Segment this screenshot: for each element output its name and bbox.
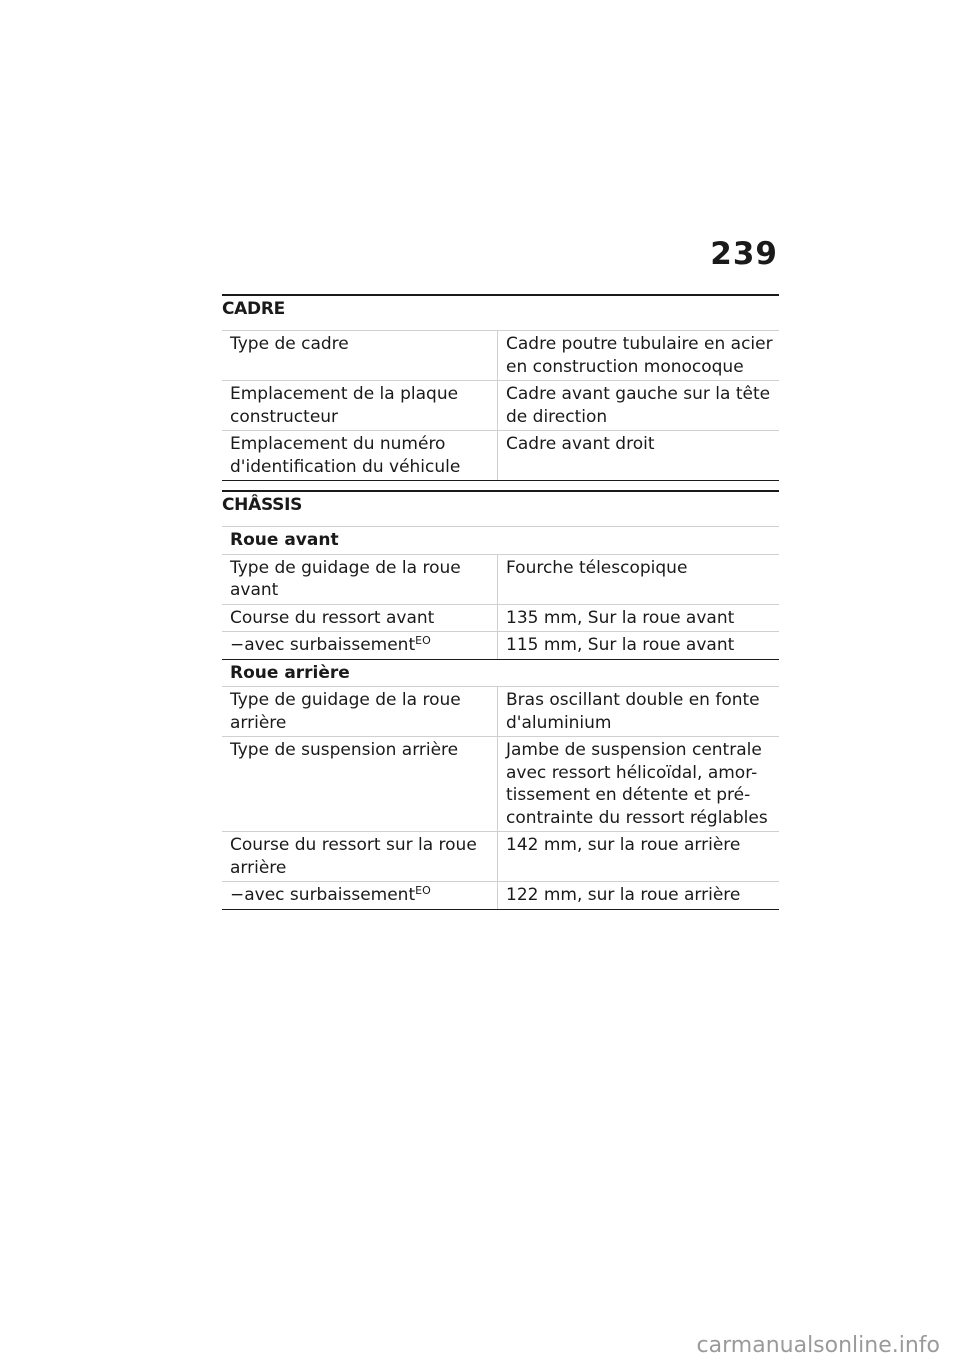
chassis-section [222, 490, 779, 910]
table-row [222, 331, 779, 381]
row-label-cell [222, 632, 498, 660]
table-row [222, 737, 779, 832]
row-label-cell [222, 882, 498, 910]
chassis-heading: CHÂSSIS [222, 490, 779, 515]
row-label: Course du ressort avant [222, 604, 498, 632]
chassis-table [222, 526, 779, 910]
watermark-text: carmanualsonline.info [696, 1333, 940, 1358]
table-row [222, 554, 779, 604]
table-row [222, 431, 779, 481]
front-wheel-title: Roue avant [222, 527, 779, 555]
table-row [222, 381, 779, 431]
cadre-section [222, 294, 779, 481]
cadre-table [222, 330, 779, 481]
row-value: Bras oscillant double en fonte d'aluminium [498, 687, 780, 737]
row-value: Cadre poutre tubulaire en acier en construction monocoque [498, 331, 780, 381]
footnote-marker: EO [415, 884, 431, 897]
row-value: 135 mm, Sur la roue avant [498, 604, 780, 632]
row-label: Type de suspension arrière [222, 737, 498, 832]
table-row [222, 882, 779, 910]
row-label: Emplacement du numéro d'identification du véhicule [222, 431, 498, 481]
table-row [222, 632, 779, 660]
table-row [222, 687, 779, 737]
row-value: 122 mm, sur la roue arrière [498, 882, 780, 910]
row-value: 142 mm, sur la roue arrière [498, 832, 780, 882]
footnote-marker: EO [415, 634, 431, 647]
row-label: Type de guidage de la roue avant [222, 554, 498, 604]
row-value: Fourche télescopique [498, 554, 780, 604]
row-value: Jambe de suspension centrale avec ressort hélicoïdal, amor-tissement en détente et pré-contrainte du ressort réglables [498, 737, 780, 832]
row-label: Type de guidage de la roue arrière [222, 687, 498, 737]
rear-wheel-title: Roue arrière [222, 659, 779, 687]
table-row [222, 604, 779, 632]
row-value: Cadre avant gauche sur la tête de direction [498, 381, 780, 431]
row-label: −avec surbaissement [230, 885, 416, 905]
row-value: Cadre avant droit [498, 431, 780, 481]
subheading-row [222, 659, 779, 687]
row-value: 115 mm, Sur la roue avant [498, 632, 780, 660]
row-label: Emplacement de la plaque constructeur [222, 381, 498, 431]
row-label: −avec surbaissement [230, 635, 416, 655]
row-label: Course du ressort sur la roue arrière [222, 832, 498, 882]
subheading-row [222, 527, 779, 555]
page-number: 239 [710, 236, 778, 272]
cadre-heading: CADRE [222, 294, 779, 319]
row-label: Type de cadre [222, 331, 498, 381]
table-row [222, 832, 779, 882]
